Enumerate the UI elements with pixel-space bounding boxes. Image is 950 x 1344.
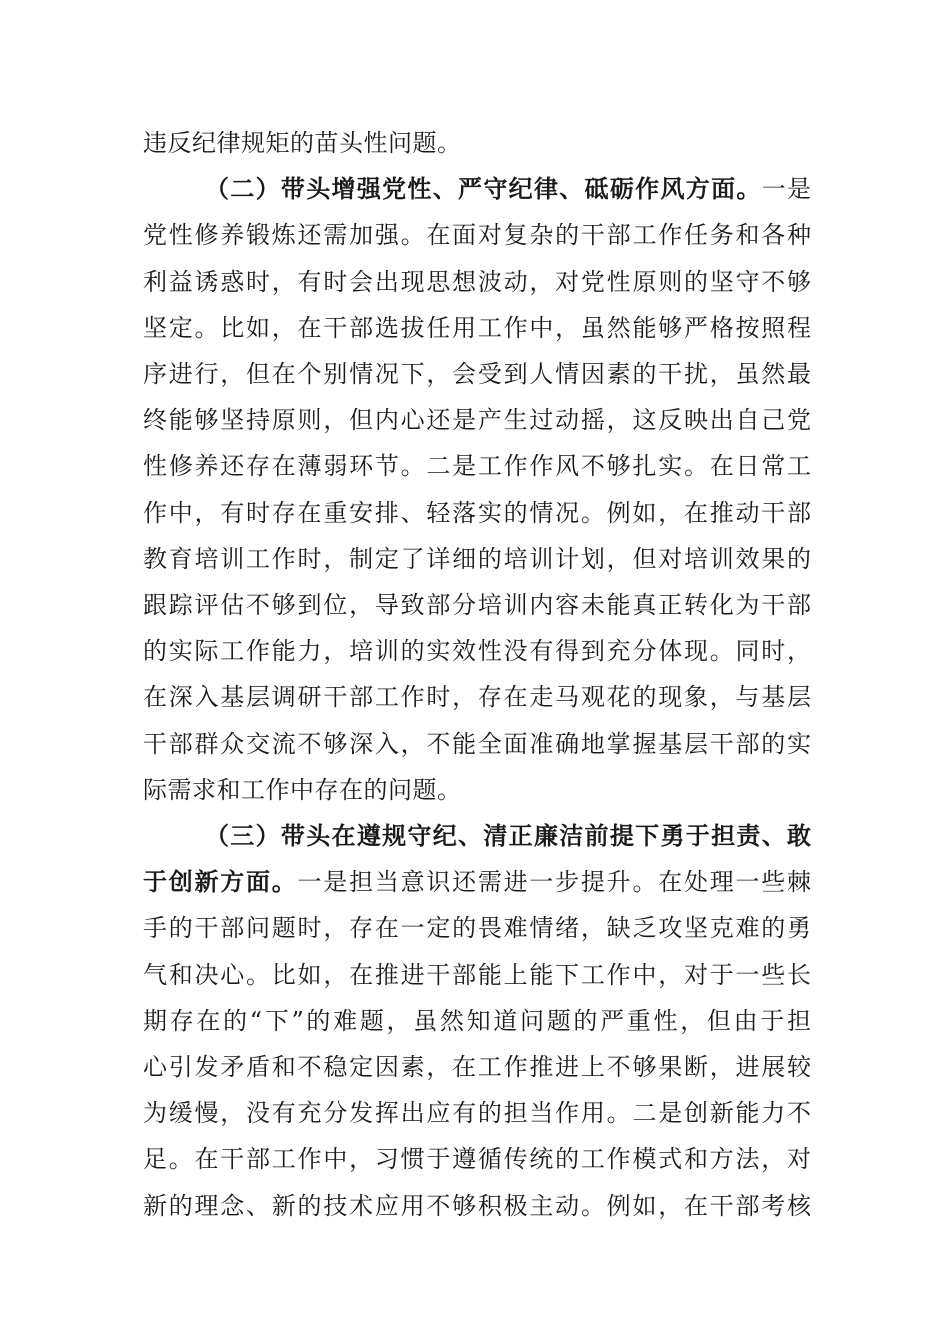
- text-line: [143, 960, 811, 990]
- text-line: [143, 451, 811, 481]
- text-line: [143, 729, 811, 759]
- text-line: [143, 128, 811, 158]
- text-line: [143, 313, 811, 343]
- text-line: [143, 1006, 811, 1036]
- body-text: 足。在干部工作中，习惯于遵循传统的工作模式和方法，对: [143, 1145, 811, 1174]
- text-line: [143, 220, 811, 250]
- body-text: 期存在的“下”的难题，虽然知道问题的严重性，但由于担: [143, 1006, 811, 1035]
- text-line: [143, 1191, 811, 1221]
- body-text: 心引发矛盾和不稳定因素，在工作推进上不够果断，进展较: [143, 1053, 811, 1081]
- body-text: 为缓慢，没有充分发挥出应有的担当作用。二是创新能力不: [143, 1099, 811, 1128]
- body-text: 党性修养锻炼还需加强。在面对复杂的干部工作任务和各种: [143, 221, 811, 250]
- body-text: 的实际工作能力，培训的实效性没有得到充分体现。同时，: [143, 637, 811, 666]
- bold-heading-text: （三）带头在遵规守纪、清正廉洁前提下勇于担责、敢: [205, 821, 811, 850]
- text-line: [143, 913, 811, 943]
- text-line: [143, 1144, 811, 1174]
- text-line: [143, 359, 811, 389]
- text-line: [205, 821, 811, 851]
- body-text: 干部群众交流不够深入，不能全面准确地掌握基层干部的实: [143, 729, 811, 758]
- body-text: 一是: [761, 175, 812, 204]
- body-text: 性修养还存在薄弱环节。二是工作作风不够扎实。在日常工: [143, 452, 811, 481]
- text-line: [143, 590, 811, 620]
- text-line: [143, 775, 811, 805]
- text-line: [143, 1098, 811, 1128]
- body-text: 手的干部问题时，存在一定的畏难情绪，缺乏攻坚克难的勇: [143, 914, 811, 943]
- body-text: 新的理念、新的技术应用不够积极主动。例如，在干部考核: [143, 1191, 811, 1220]
- bold-heading-text: 于创新方面。: [143, 867, 298, 897]
- body-text: 序进行，但在个别情况下，会受到人情因素的干扰，虽然最: [143, 360, 811, 388]
- text-line: [143, 498, 811, 528]
- text-line: [143, 1052, 811, 1082]
- body-text: 一是担当意识还需进一步提升。在处理一些棘: [297, 868, 812, 897]
- text-line: [143, 544, 811, 574]
- body-text: 教育培训工作时，制定了详细的培训计划，但对培训效果的: [143, 544, 811, 573]
- text-line: [143, 867, 811, 897]
- body-text: 跟踪评估不够到位，导致部分培训内容未能真正转化为干部: [143, 591, 811, 619]
- body-text: 终能够坚持原则，但内心还是产生过动摇，这反映出自己党: [143, 406, 811, 435]
- bold-heading-text: （二）带头增强党性、严守纪律、砥砺作风方面。: [205, 174, 762, 204]
- body-text: 作中，有时存在重安排、轻落实的情况。例如，在推动干部: [143, 498, 811, 527]
- body-text: 气和决心。比如，在推进干部能上能下工作中，对于一些长: [143, 960, 811, 989]
- body-text: 坚定。比如，在干部选拔任用工作中，虽然能够严格按照程: [143, 313, 811, 342]
- text-line: [143, 682, 811, 712]
- body-text: 违反纪律规矩的苗头性问题。: [143, 129, 462, 157]
- body-text: 际需求和工作中存在的问题。: [143, 775, 462, 804]
- text-line: [143, 267, 811, 297]
- text-line: [205, 174, 811, 204]
- text-line: [143, 405, 811, 435]
- body-text: 利益诱惑时，有时会出现思想波动，对党性原则的坚守不够: [143, 267, 811, 296]
- body-text: 在深入基层调研干部工作时，存在走马观花的现象，与基层: [143, 683, 811, 712]
- text-line: [143, 636, 811, 666]
